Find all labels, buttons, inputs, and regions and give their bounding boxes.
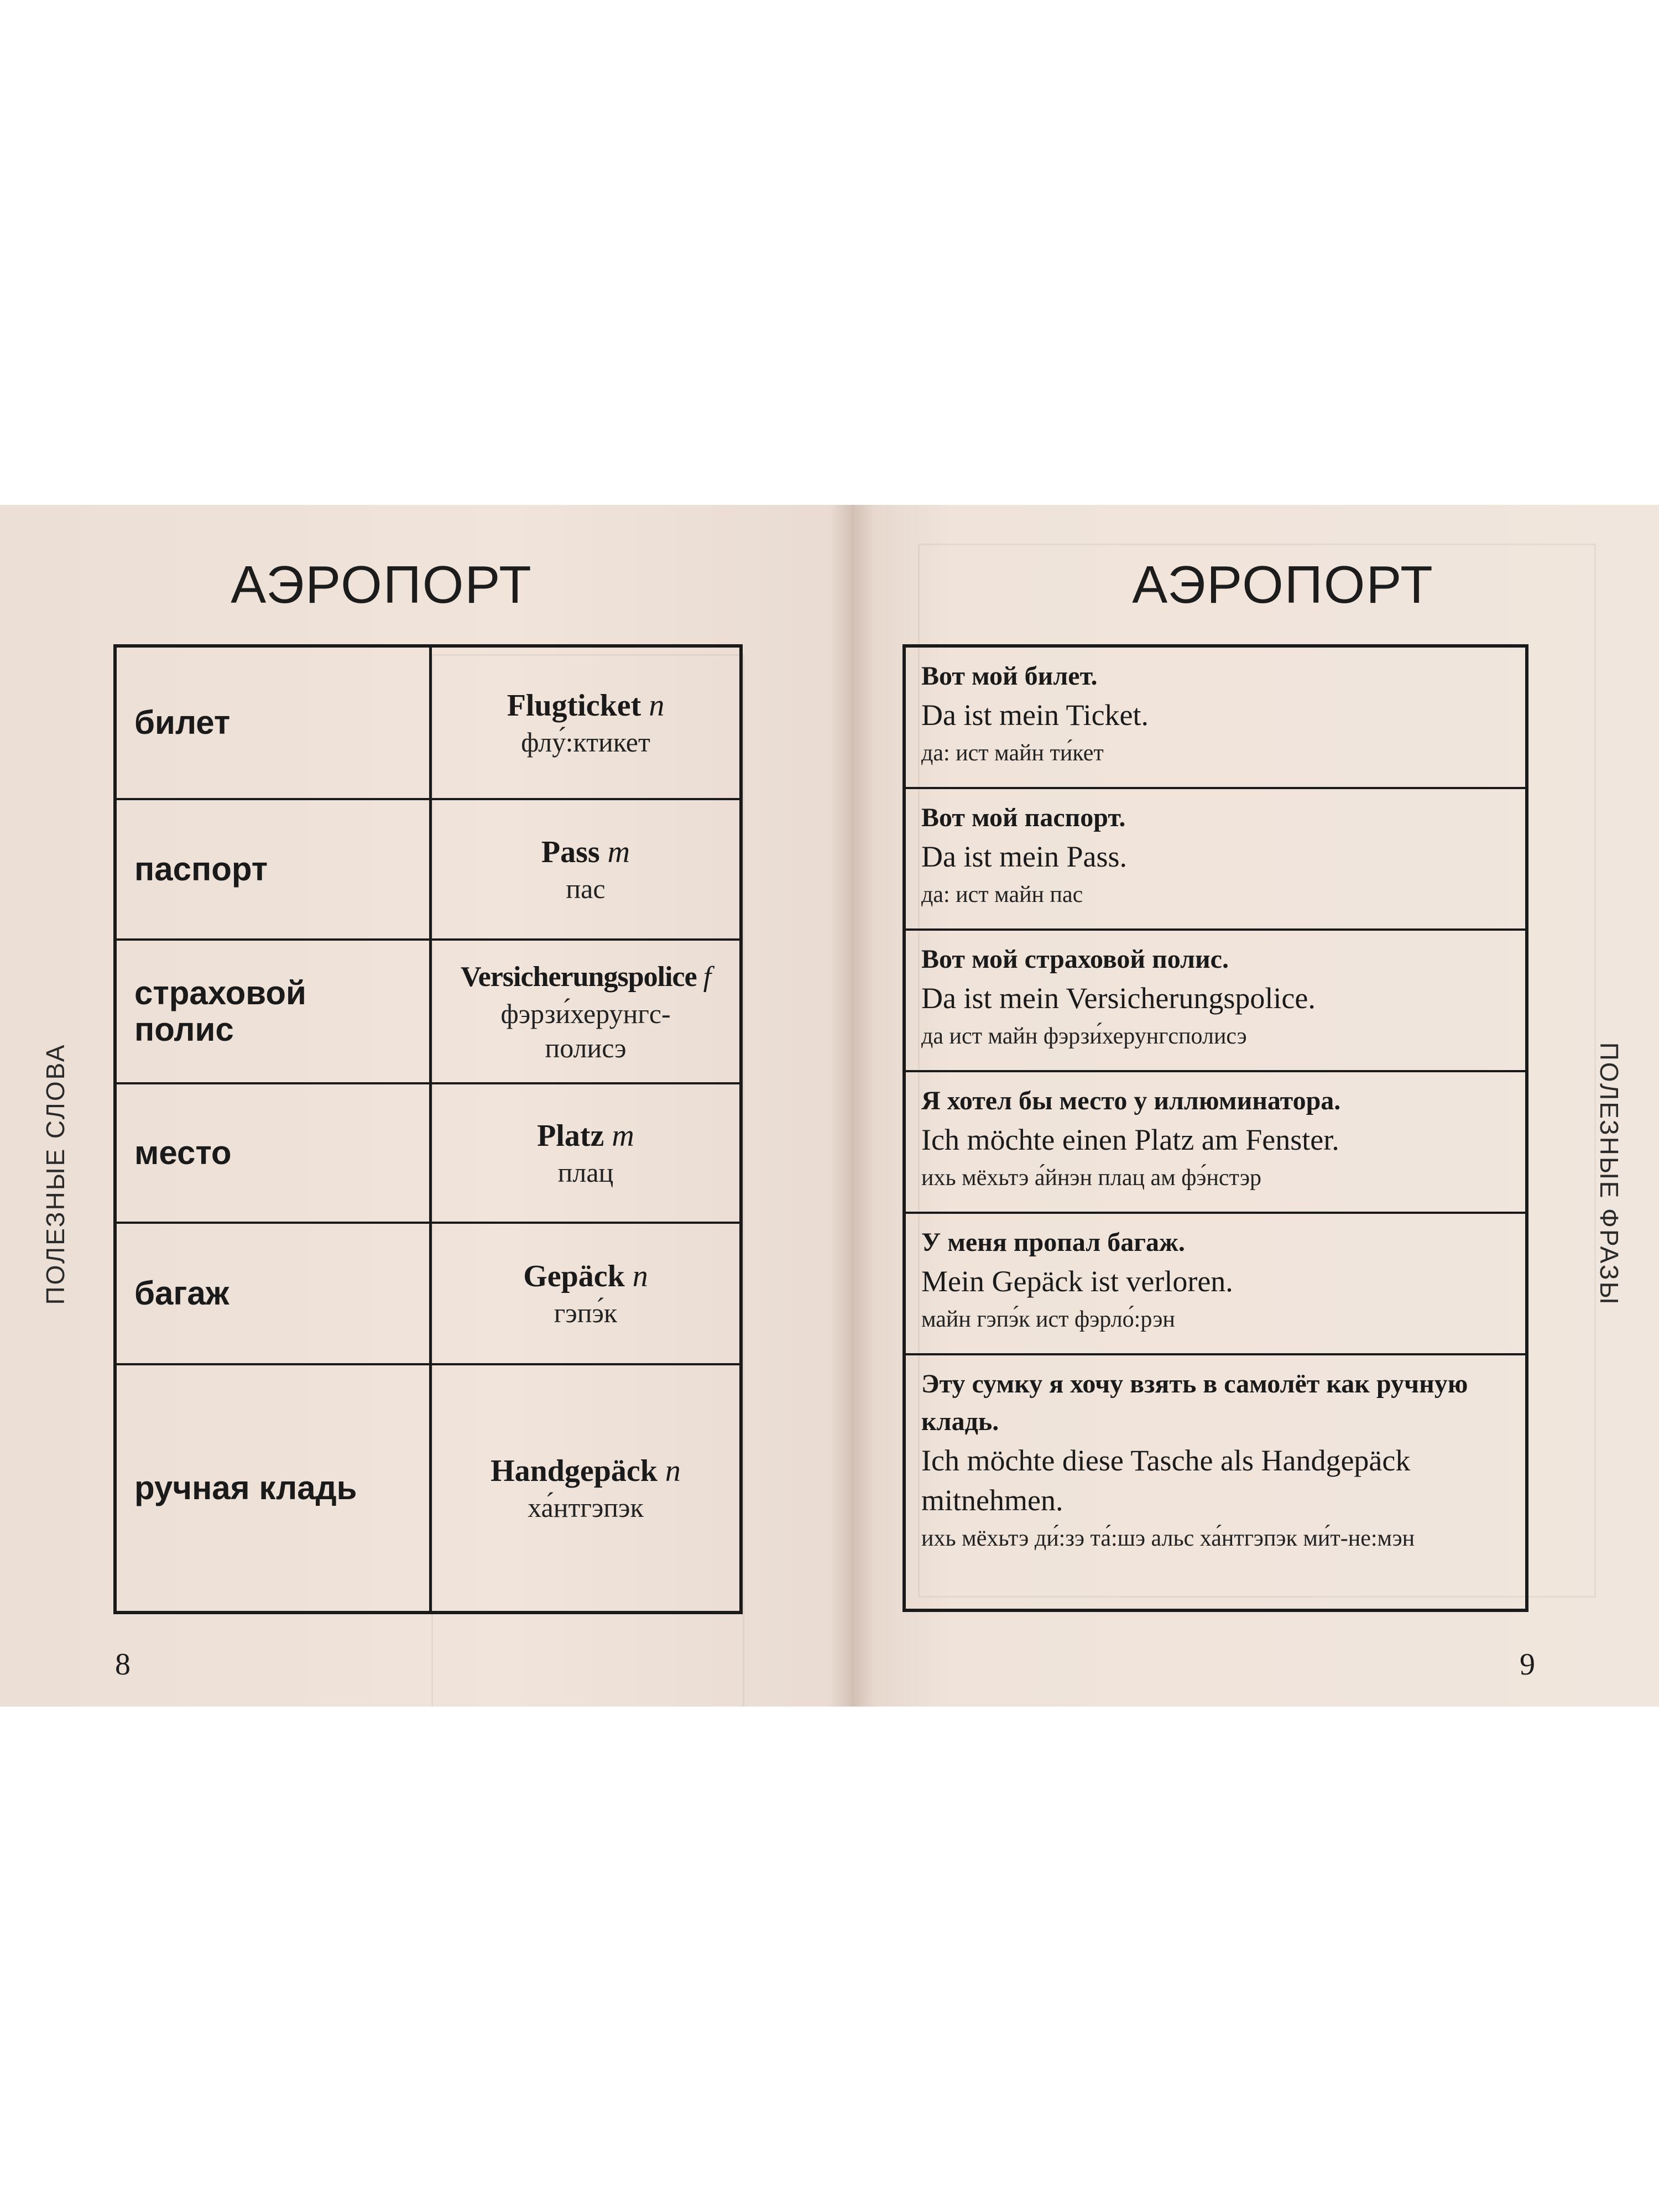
phrase-german: Da ist mein Ticket. — [921, 698, 1149, 732]
phrase-russian: Я хотел бы место у иллюминатора. — [921, 1086, 1341, 1115]
pronunciation: флу́:ктикет — [521, 727, 650, 758]
pronunciation: ха́нтгэпэк — [528, 1492, 644, 1523]
book-gutter — [830, 505, 874, 1707]
phrase-transcription: да ист майн фэрзи́херунгсполисэ — [921, 1024, 1247, 1049]
phrase-german: Da ist mein Pass. — [921, 840, 1127, 873]
pronunciation: гэпэ́к — [554, 1297, 618, 1328]
german-cell — [432, 1365, 739, 1611]
german-word: Platz m — [537, 1119, 634, 1153]
phrase-transcription: майн гэпэ́к ист фэрло́:рэн — [921, 1307, 1175, 1332]
page-number: 9 — [1520, 1647, 1535, 1682]
russian-word: билет — [117, 648, 432, 798]
pronunciation: плац — [557, 1157, 614, 1188]
phrase-german: Mein Gepäck ist verloren. — [921, 1265, 1233, 1298]
table-row — [117, 941, 739, 1084]
gender-mark: m — [612, 1119, 634, 1153]
right-page — [852, 505, 1659, 1707]
german-cell — [432, 648, 739, 798]
right-page-title: АЭРОПОРТ — [1132, 555, 1434, 614]
left-page — [0, 505, 852, 1707]
page-number: 8 — [115, 1647, 131, 1682]
phrase-row — [906, 648, 1525, 789]
phrase-row — [906, 1355, 1525, 1609]
phrases-table — [902, 644, 1528, 1612]
russian-word: паспорт — [117, 800, 432, 938]
book-spread — [0, 505, 1659, 1707]
phrase-russian: Вот мой страховой полис. — [921, 945, 1229, 974]
german-cell — [432, 941, 739, 1082]
german-word: Gepäck n — [523, 1259, 648, 1293]
phrase-transcription: да: ист майн ти́кет — [921, 740, 1104, 766]
left-page-title: АЭРОПОРТ — [231, 555, 533, 614]
phrase-russian: У меня пропал багаж. — [921, 1228, 1185, 1257]
vocabulary-table — [113, 644, 743, 1614]
gender-mark: n — [649, 688, 665, 723]
right-side-label: ПОЛЕЗНЫЕ ФРАЗЫ — [1595, 1042, 1624, 1306]
russian-word: багаж — [117, 1224, 432, 1363]
german-word: Handgepäck n — [491, 1454, 681, 1488]
phrase-russian: Вот мой паспорт. — [921, 803, 1126, 832]
phrase-row — [906, 789, 1525, 931]
phrase-row — [906, 1072, 1525, 1214]
phrase-row — [906, 1214, 1525, 1355]
german-cell — [432, 1224, 739, 1363]
left-side-label: ПОЛЕЗНЫЕ СЛОВА — [41, 1043, 70, 1305]
german-cell — [432, 800, 739, 938]
phrase-russian: Эту сумку я хочу взять в самолёт как ручную кладь. — [921, 1369, 1468, 1436]
german-word: Flugticket n — [507, 688, 665, 723]
russian-word: страховой полис — [117, 941, 432, 1082]
gender-mark: m — [607, 835, 630, 869]
gender-mark: n — [665, 1454, 681, 1488]
german-word: Versicherungspolice f — [460, 961, 711, 993]
table-row — [117, 1084, 739, 1224]
pronunciation: фэрзи́херунгс-полисэ — [500, 998, 671, 1063]
phrase-transcription: да: ист майн пас — [921, 882, 1083, 907]
table-row — [117, 1224, 739, 1365]
russian-word: место — [117, 1084, 432, 1222]
german-cell — [432, 1084, 739, 1222]
phrase-transcription: ихь мёхьтэ ди́:зэ та́:шэ альс ха́нтгэпэк ми́т-не:мэн — [921, 1526, 1415, 1551]
phrase-row — [906, 931, 1525, 1072]
phrase-german: Da ist mein Versicherungspolice. — [921, 982, 1316, 1015]
phrase-german: Ich möchte diese Tasche als Handgepäck mitnehmen. — [921, 1444, 1411, 1517]
gender-mark: n — [632, 1259, 648, 1293]
german-word: Pass m — [541, 835, 630, 869]
gender-mark: f — [703, 961, 711, 993]
table-row — [117, 800, 739, 941]
russian-word: ручная кладь — [117, 1365, 432, 1611]
pronunciation: пас — [566, 873, 606, 904]
table-row — [117, 1365, 739, 1611]
phrase-russian: Вот мой билет. — [921, 661, 1098, 691]
table-row — [117, 648, 739, 800]
phrase-german: Ich möchte einen Platz am Fenster. — [921, 1123, 1339, 1156]
phrase-transcription: ихь мёхьтэ а́йнэн плац ам фэ́нстэр — [921, 1165, 1261, 1191]
